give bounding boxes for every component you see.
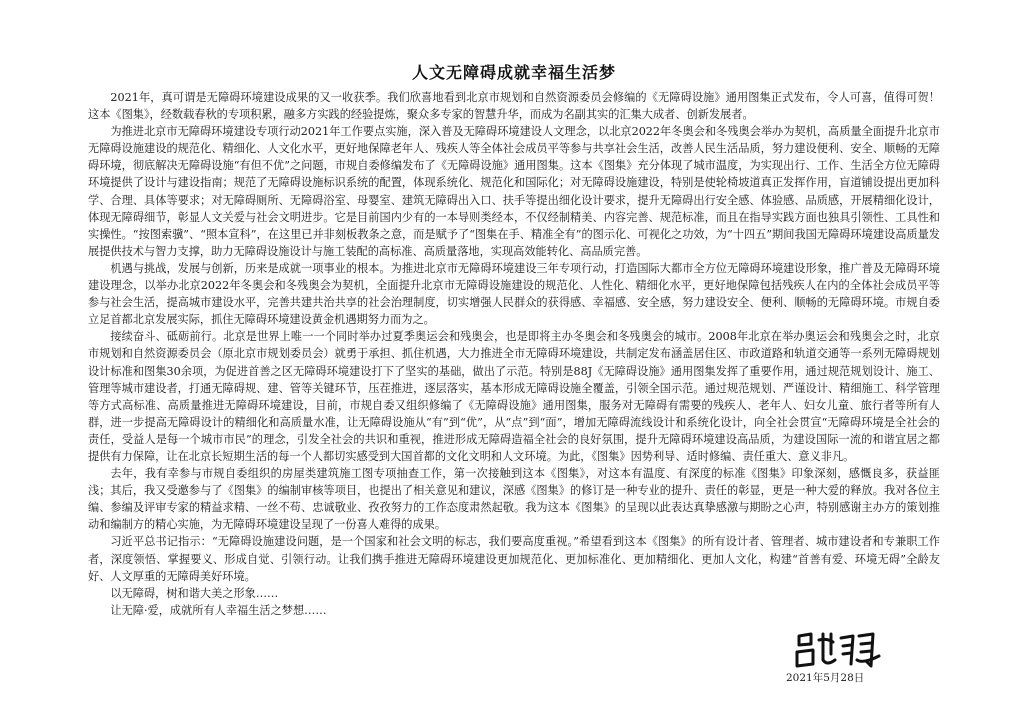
document-date: 2021年5月28日 [786,672,865,684]
paragraph-5: 去年，我有幸参与市规自委组织的房屋类建筑施工图专项抽查工作，第一次接触到这本《图集》，对这本有温度、有深度的标准《图集》印象深刻，感慨良多，获益匪浅；其后，我又受邀参与了《图集》的编制审核等项目，也提出了相关意见和建议，深感《图集》的修订是一种专业的提升、责任的彰显，更是一种大爱的释放。我对各位主编、参编及评审专家的精益求精、一丝不苟、忠诚敬业、孜孜努力的工作态度肃然起敬。我为这本《图集》的呈现以此表达真挚感激与期盼之心声，特别感谢主办方的策划推动和编制方的精心实施，为无障碍环境建设呈现了一份喜人难得的成果。 [88,467,940,532]
paragraph-1: 2021年，真可谓是无障碍环境建设成果的又一收获季。我们欣喜地看到北京市规划和自然资源委员会修编的《无障碍设施》通用图集正式发布，令人可喜，值得可贺！这本《图集》，经数载春秋的专项积累，融多方实践的经验提炼，聚众多专家的智慧升华，而成为名副其实的汇集大成者、创新发展者。 [88,91,940,122]
paragraph-7: 以无障碍，树和谐大美之形象…… [110,586,279,600]
document-title: 人文无障碍成就幸福生活梦 [411,63,616,82]
document-page [88,60,940,619]
paragraph-2: 为推进北京市无障碍环境建设专项行动2021年工作要点实施，深入普及无障碍环境建设人文理念，以北京2022年冬奥会和冬残奥会举办为契机，高质量全面提升北京市无障碍设施建设的规范化、精细化、人文化水平，更好地保障老年人、残疾人等全体社会成员平等参与共享社会生活，改善人民生活品质，努力建设便利、安全、顺畅的无障碍环境，彻底解决无障碍设施“有但不优”之问题，市规自委修编发布了《无障碍设施》通用图集。这本《图集》充分体现了城市温度，为实现出行、工作、生活全方位无障碍环境提供了设计与建设指南；规范了无障碍设施标识系统的配置，体现系统化、规范化和国际化；对无障碍设施建设，特别是使轮椅坡道真正发挥作用，盲道铺设提出更加科学、合理、具体等要求；对无障碍厕所、无障碍浴室、母婴室、建筑无障碍出入口、扶手等提出细化设计要求，提升无障碍出行安全感、体验感、品质感，开展精细化设计，体现无障碍细节，彰显人文关爱与社会文明进步。它是目前国内少有的一本导则类经本，不仅经制精美、内容完善、规范标准，而且在指导实践方面也独具引领性、工具性和实操性。“按图索骥”、“照本宣科”，在这里已并非刻板教条之意，而是赋予了“图集在手、精准全有”的图示化、可视化之功效，为“十四五”期间我国无障碍环境建设高质量发展提供技术与智力支撑，助力无障碍设施设计与施工装配的高标准、高质量落地，实现高效能转化、高品质完善。 [88,125,940,258]
paragraph-3: 机遇与挑战，发展与创新，历来是成就一项事业的根本。为推进北京市无障碍环境建设三年专项行动，打造国际大都市全方位无障碍环境建设形象，推广普及无障碍环境建设理念，以举办北京2022年冬奥会和冬残奥会为契机，全面提升北京市无障碍设施建设的规范化、人性化、精细化水平，更好地保障包括残疾人在内的全体社会成员平等参与社会生活，提高城市建设水平，完善共建共治共享的社会治理制度，切实增强人民群众的获得感、幸福感、安全感，努力建设安全、便利、顺畅的无障碍环境。市规自委立足首都北京发展实际，抓住无障碍环境建设黄金机遇期努力而为之。 [88,261,940,327]
paragraph-6: 习近平总书记指示：“无障碍设施建设问题，是一个国家和社会文明的标志，我们要高度重视。”希望看到这本《图集》的所有设计者、管理者、城市建设者和专兼职工作者，深度领悟、掌握要义、形成自觉、引领行动。让我们携手推进无障碍环境建设更加规范化、更加标准化、更加精细化、更加人文化，构建“首善有爱、环境无碍”全龄友好、人文厚重的无障碍美好环境。 [88,535,940,583]
paragraph-8: 让无障·爱，成就所有人幸福生活之梦想…… [110,603,327,617]
paragraph-4: 接续奋斗、砥砺前行。北京是世界上唯一一个同时举办过夏季奥运会和残奥会，也是即将主办冬奥会和冬残奥会的城市。2008年北京在举办奥运会和残奥会之时，北京市规划和自然资源委员会（原北京市规划委员会）就勇于承担、抓住机遇，大力推进全市无障碍环境建设，共制定发布涵盖居住区、市政道路和轨道交通等一系列无障碍规划设计标准和图集30余项，为促进首善之区无障碍环境建设打下了坚实的基础，做出了示范。特别是88J《无障碍设施》通用图集发挥了重要作用，通过规范规划设计、施工、管理等城市建设者，打通无障碍规、建、管等关键环节，压茬推进，逐层落实，基本形成无障碍设施全覆盖，引领全国示范。通过规范规划、严谨设计、精细施工、科学管理等方式高标准、高质量推进无障碍环境建设，目前，市规自委又组织修编了《无障碍设施》通用图集，服务对无障碍有需要的残疾人、老年人、妇女儿童、旅行者等所有人群，进一步提高无障碍设计的精细化和高质量水准，让无障碍设施从“有”到“优”，从“点”到“面”，增加无障碍流线设计和系统化设计，向全社会贯宣“无障碍环境是全社会的责任，受益人是每一个城市市民”的理念，引发全社会的共识和重视，推进形成无障碍造福全社会的良好氛围，提升无障碍环境建设高品质，为建设国际一流的和谐宜居之都提供有力保障，让在北京长短期生活的每一个人都切实感受到大国首都的文化文明和人文环境。为此，《图集》因势利导、适时修编、责任重大、意义非凡。 [88,330,940,463]
handwritten-signature [793,630,883,670]
document-body [88,89,940,619]
